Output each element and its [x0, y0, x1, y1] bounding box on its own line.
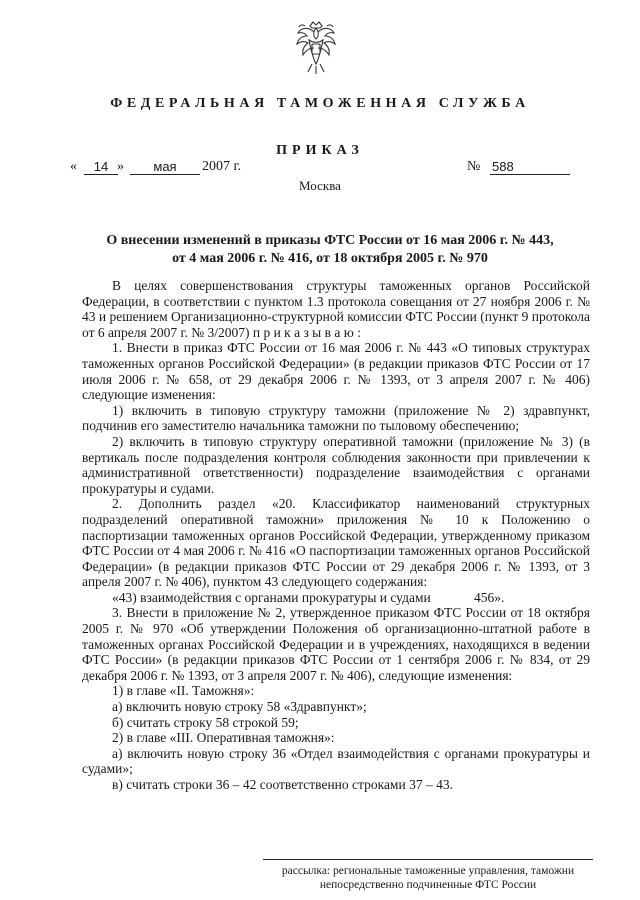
heading-line-1: О внесении изменений в приказы ФТС России от 16 мая 2006 г. № 443, — [106, 233, 554, 248]
agency-name: ФЕДЕРАЛЬНАЯ ТАМОЖЕННАЯ СЛУЖБА — [110, 96, 530, 111]
item-1-1-paragraph: 1) включить в типовую структуру таможни (приложение № 2) здравпункт, подчинив его заместителю начальника таможни по тыловому обеспечению; — [82, 402, 590, 434]
item-3-1a-paragraph: а) включить новую строку 58 «Здравпункт»; — [112, 699, 367, 715]
item-3-1-paragraph: 1) в главе «II. Таможня»: — [112, 683, 255, 699]
date-day: 14 — [84, 159, 118, 175]
intro-paragraph: В целях совершенствования структуры таможенных органов Российской Федерации, в соответствии с пунктом 1.3 протокола совещания от 27 ноября 2006 г. № 43 и решением Организационно-структурной комиссии ФТС России (пункт 9 протокола от 6 апреля 2007 г. № 3/2007) п р и к а з ы в а ю : — [82, 278, 590, 340]
order-date-number-row — [70, 159, 590, 179]
item-3-paragraph: 3. Внести в приложение № 2, утвержденное приказом ФТС России от 18 октября 2005 г. № 970 «Об утверждении Положения об организационно-штатной работе в таможенных органах Российской Федерации и в учреждениях, находящихся в ведении ФТС России» (в редакции приказов ФТС России от 1 сентября 2006 г. № 834, от 29 декабря 2006 г. № 1393, от 3 апреля 2007 г. № 406), следующие изменения: — [82, 605, 590, 683]
new-point-code: 456». — [474, 589, 505, 605]
item-2-paragraph: 2. Дополнить раздел «20. Классификатор наименований структурных подразделений оперативной таможни» приложения № 10 к Положению о паспортизации таможенных органов Российской Федерации, утвержденному приказом ФТС России от 4 мая 2006 г. № 416 «О паспортизации таможенных органов Российской Федерации» (в редакции приказов ФТС России от 29 декабря 2006 г. № 1393, от 3 апреля 2007 г. № 406), пунктом 43 следующего содержания: — [82, 496, 590, 590]
heading-line-2: от 4 мая 2006 г. № 416, от 18 октября 2005 г. № 970 — [172, 251, 488, 266]
date-close-quote: » — [117, 159, 124, 174]
order-number: 588 — [490, 159, 570, 175]
item-1-paragraph: 1. Внести в приказ ФТС России от 16 мая 2006 г. № 443 «О типовых структурах таможенных органов Российской Федерации» (в редакции приказов ФТС России от 17 июля 2006 г. № 658, от 29 декабря 2006 г. № 1393, от 3 апреля 2007 г. № 406) следующие изменения: — [82, 340, 590, 403]
item-3-2a-paragraph: а) включить новую строку 36 «Отдел взаимодействия с органами прокуратуры и судами»; — [82, 745, 590, 777]
new-point-text: «43) взаимодействия с органами прокуратуры и судами — [112, 589, 431, 605]
date-open-quote: « — [70, 159, 77, 174]
distribution-note: рассылка: региональные таможенные управления, таможни непосредственно подчиненные ФТС России — [263, 859, 593, 892]
item-3-2b-paragraph: в) считать строки 36 – 42 соответственно строками 37 – 43. — [112, 777, 453, 792]
double-headed-eagle-emblem-icon — [293, 20, 339, 76]
order-title: ПРИКАЗ — [276, 143, 364, 158]
date-month: мая — [130, 159, 200, 175]
city: Москва — [299, 178, 341, 193]
item-1-2-paragraph: 2) включить в типовую структуру оперативной таможни (приложение № 3) (в вертикаль после подразделения контроля соблюдения законности при привлечении к административной ответственности) подразделение взаимодействия с органами прокуратуры и судами. — [82, 433, 590, 496]
date-year: 2007 г. — [202, 159, 242, 174]
order-body — [82, 278, 590, 793]
item-2-new-point — [82, 590, 590, 606]
order-number-sign: № — [467, 159, 481, 174]
item-3-1b-paragraph: б) считать строку 58 строкой 59; — [112, 714, 299, 730]
item-3-2-paragraph: 2) в главе «III. Оперативная таможня»: — [112, 730, 335, 746]
order-heading — [70, 232, 590, 268]
